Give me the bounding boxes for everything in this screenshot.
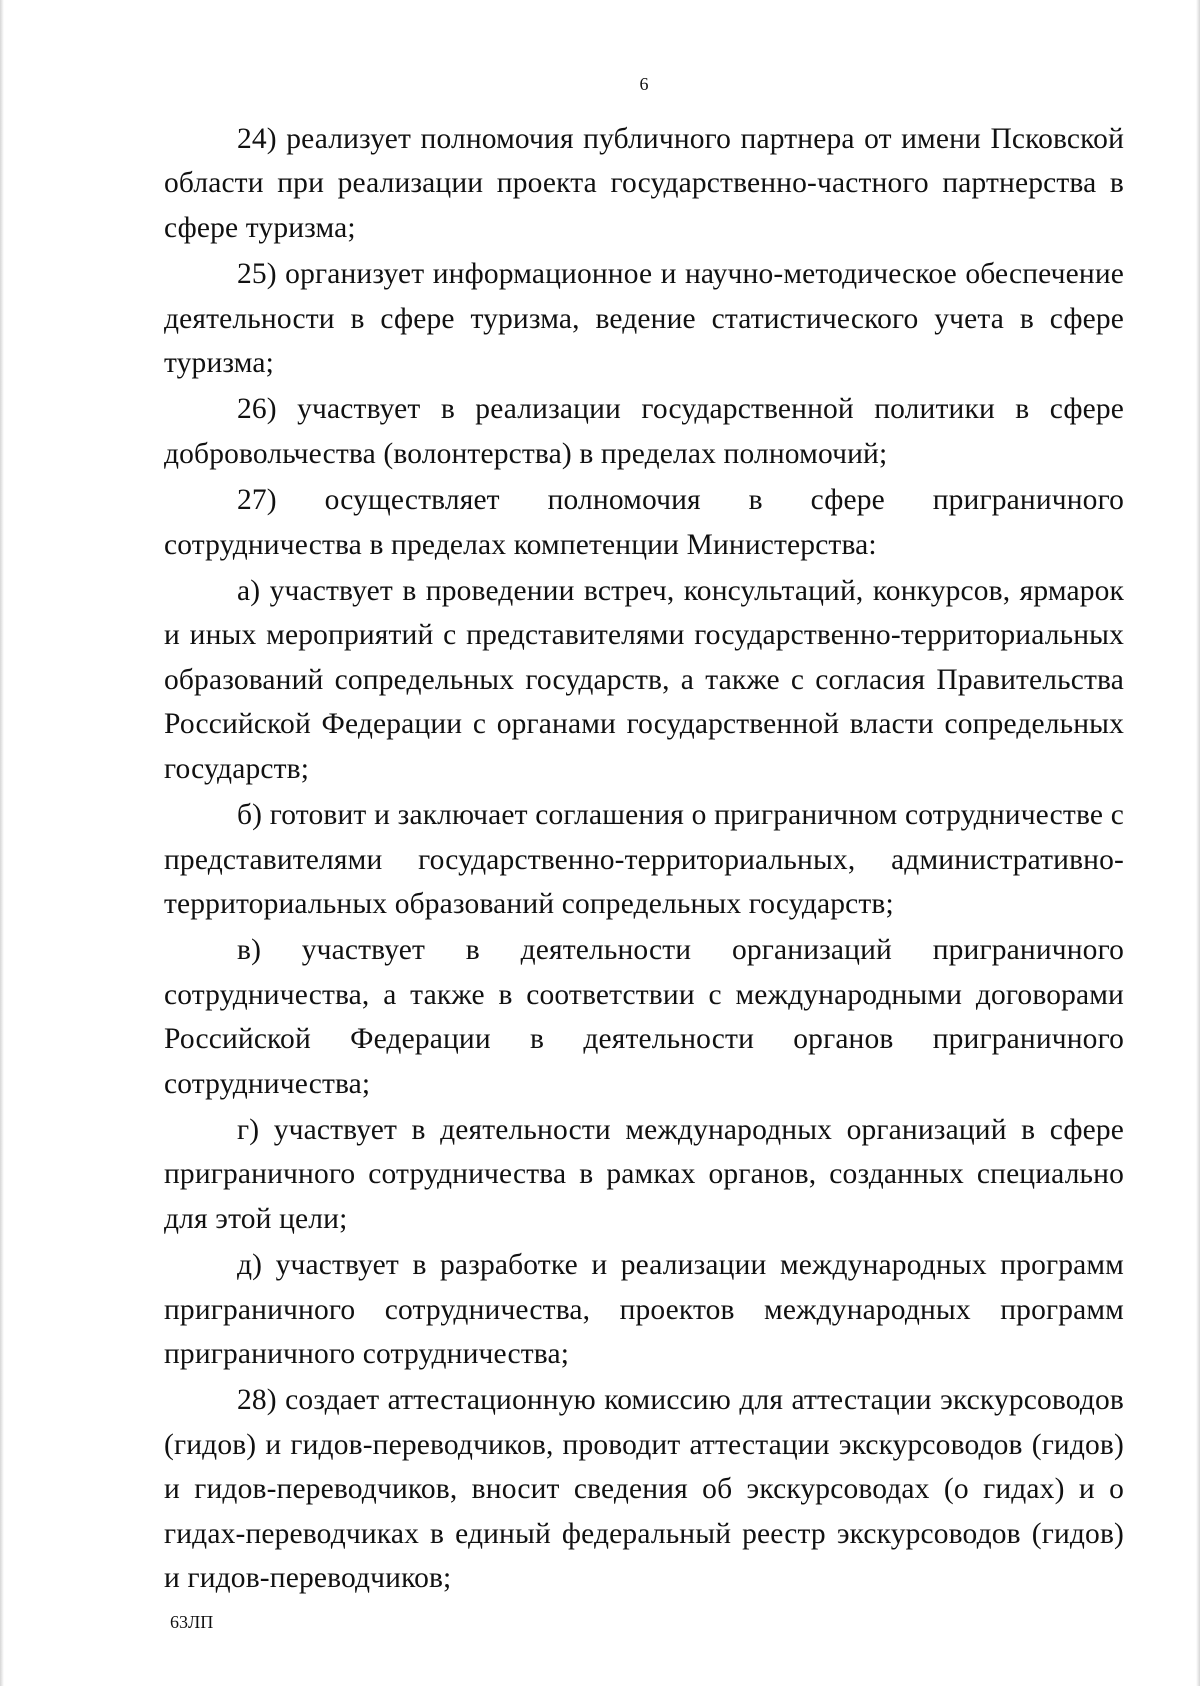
paragraph-25: 25) организует информационное и научно-методическое обеспечение деятельности в сфере туризма, ведение статистического учета в сфере туризма; <box>164 258 1124 380</box>
document-body <box>164 117 1124 1602</box>
paragraph-28: 28) создает аттестационную комиссию для аттестации экскурсоводов (гидов) и гидов-переводчиков, проводит аттестации экскурсоводов (гидов) и гидов-переводчиков, вносит сведения об экскурсоводах (о гидах) и о гидах-переводчиках в единый федеральный реестр экскурсоводов (гидов) и гидов-переводчиков; <box>164 1384 1124 1594</box>
paragraph-24: 24) реализует полномочия публичного партнера от имени Псковской области при реализации проекта государственно-частного партнерства в сфере туризма; <box>164 123 1124 244</box>
paragraph-27d: д) участвует в разработке и реализации международных программ приграничного сотрудничества, проектов международных программ приграничного сотрудничества; <box>164 1249 1124 1370</box>
paragraph-27b: б) готовит и заключает соглашения о приграничном сотрудничестве с представителями государственно-территориальных, административно-территориальных образований сопредельных государств; <box>164 799 1124 920</box>
page-number: 6 <box>639 74 649 94</box>
paragraph-27v: в) участвует в деятельности организаций приграничного сотрудничества, а также в соответствии с международными договорами Российской Федерации в деятельности органов приграничного сотрудничества; <box>164 934 1124 1100</box>
scan-edge-right <box>1196 0 1200 1686</box>
paragraph-26: 26) участвует в реализации государственной политики в сфере добровольчества (волонтерства) в пределах полномочий; <box>164 393 1124 470</box>
footer-document-code: 63ЛП <box>170 1612 214 1632</box>
scan-edge-left <box>0 0 4 1686</box>
paragraph-27: 27) осуществляет полномочия в сфере приграничного сотрудничества в пределах компетенции Министерства: <box>164 484 1124 561</box>
paragraph-27g: г) участвует в деятельности международных организаций в сфере приграничного сотрудничества в рамках органов, созданных специально для этой цели; <box>164 1113 1124 1235</box>
paragraph-27a: а) участвует в проведении встреч, консультаций, конкурсов, ярмарок и иных мероприятий с представителями государственно-территориальных образований сопредельных государств, а также с согласия Правительства Российской Федерации с органами государственной власти сопредельных государств; <box>164 575 1124 785</box>
